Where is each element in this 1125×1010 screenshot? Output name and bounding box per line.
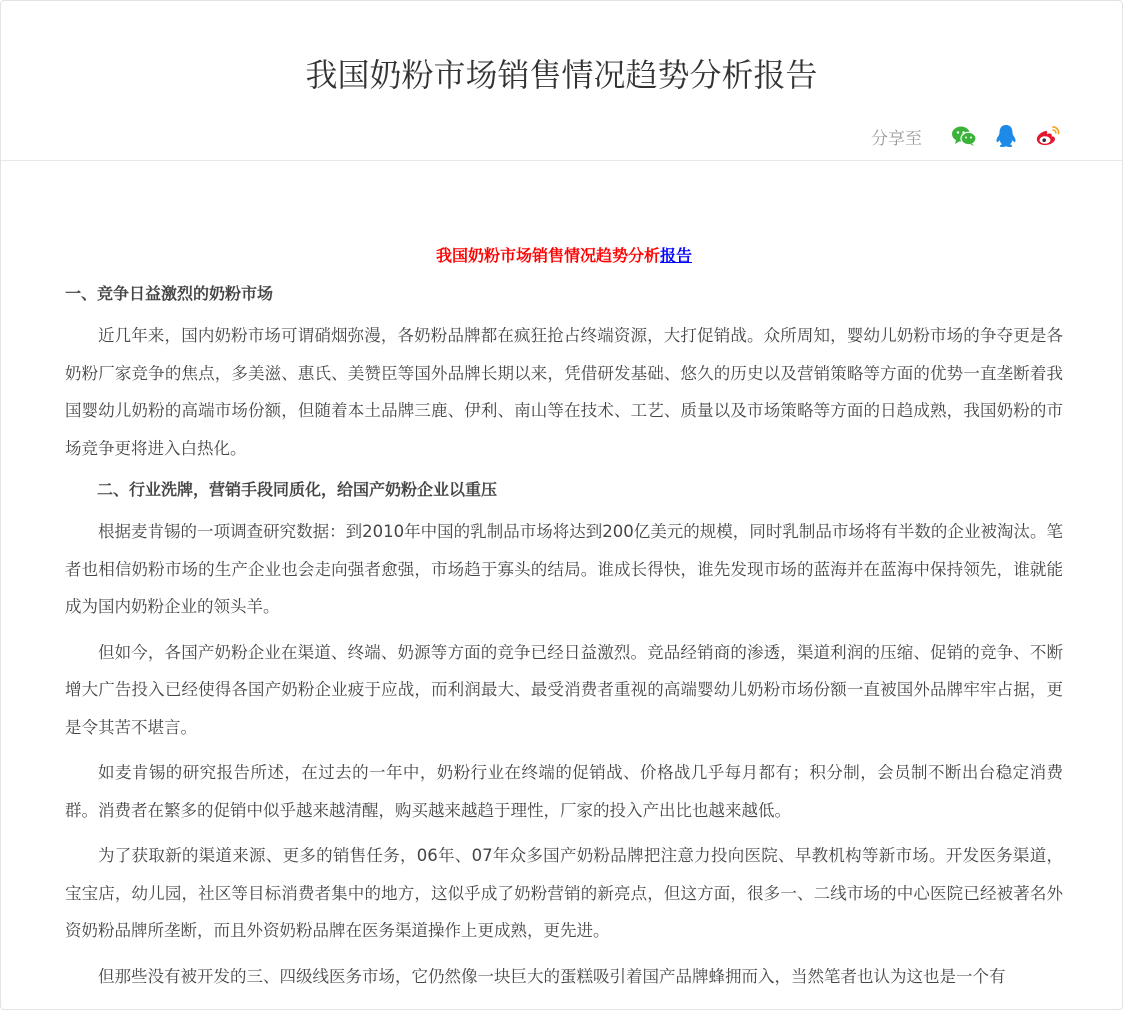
paragraph-1: 近几年来，国内奶粉市场可谓硝烟弥漫，各奶粉品牌都在疯狂抢占终端资源，大打促销战。众所周知，婴幼儿奶粉市场的争夺更是各奶粉厂家竞争的焦点，多美滋、惠氏、美赞臣等国外品牌长期以来，凭借研发基础、悠久的历史以及营销策略等方面的优势一直垄断着我国婴幼儿奶粉的高端市场份额，但随着本土品牌三鹿、伊利、南山等在技术、工艺、质量以及市场策略等方面的日趋成熟，我国奶粉的市场竞争更将进入白热化。 <box>65 326 1063 458</box>
report-link[interactable]: 报告 <box>660 246 693 265</box>
paragraph-5: 为了获取新的渠道来源、更多的销售任务，06年、07年众多国产奶粉品牌把注意力投向医院、早教机构等新市场。开发医务渠道，宝宝店，幼儿园，社区等目标消费者集中的地方，这似乎成了奶粉营销的新亮点，但这方面，很多一、二线市场的中心医院已经被著名外资奶粉品牌所垄断，而且外资奶粉品牌在医务渠道操作上更成熟，更先进。 <box>65 846 1063 940</box>
paragraph-4: 如麦肯锡的研究报告所述，在过去的一年中，奶粉行业在终端的促销战、价格战几乎每月都有；积分制，会员制不断出台稳定消费群。消费者在繁多的促销中似乎越来越清醒，购买越来越趋于理性，厂家的投入产出比也越来越低。 <box>65 763 1063 820</box>
qq-icon[interactable] <box>992 122 1020 150</box>
article-body <box>65 241 1063 1003</box>
article-heading-text: 我国奶粉市场销售情况趋势分析 <box>435 246 660 265</box>
wechat-icon[interactable] <box>950 122 978 150</box>
article-heading <box>65 241 1063 271</box>
section-title-2: 二、行业洗牌，营销手段同质化，给国产奶粉企业以重压 <box>97 480 498 499</box>
share-label: 分享至 <box>871 128 922 149</box>
weibo-icon[interactable] <box>1034 122 1062 150</box>
paragraph-3: 但如今，各国产奶粉企业在渠道、终端、奶源等方面的竞争已经日益激烈。竞品经销商的渗透，渠道利润的压缩、促销的竞争、不断增大广告投入已经使得各国产奶粉企业疲于应战，而利润最大、最受消费者重视的高端婴幼儿奶粉市场份额一直被国外品牌牢牢占据，更是令其苦不堪言。 <box>65 642 1063 737</box>
page-title: 我国奶粉市场销售情况趋势分析报告 <box>305 56 818 94</box>
paragraph-2: 根据麦肯锡的一项调查研究数据：到2010年中国的乳制品市场将达到200亿美元的规模，同时乳制品市场将有半数的企业被淘汰。笔者也相信奶粉市场的生产企业也会走向强者愈强，市场趋于寡头的结局。谁成长得快，谁先发现市场的蓝海并在蓝海中保持领先，谁就能成为国内奶粉企业的领头羊。 <box>65 522 1063 616</box>
section-title-1: 一、竞争日益激烈的奶粉市场 <box>65 284 274 303</box>
paragraph-6: 但那些没有被开发的三、四级线医务市场，它仍然像一块巨大的蛋糕吸引着国产品牌蜂拥而入，当然笔者也认为这也是一个有 <box>98 966 1006 986</box>
share-bar <box>871 121 1062 151</box>
article-header <box>1 1 1122 161</box>
